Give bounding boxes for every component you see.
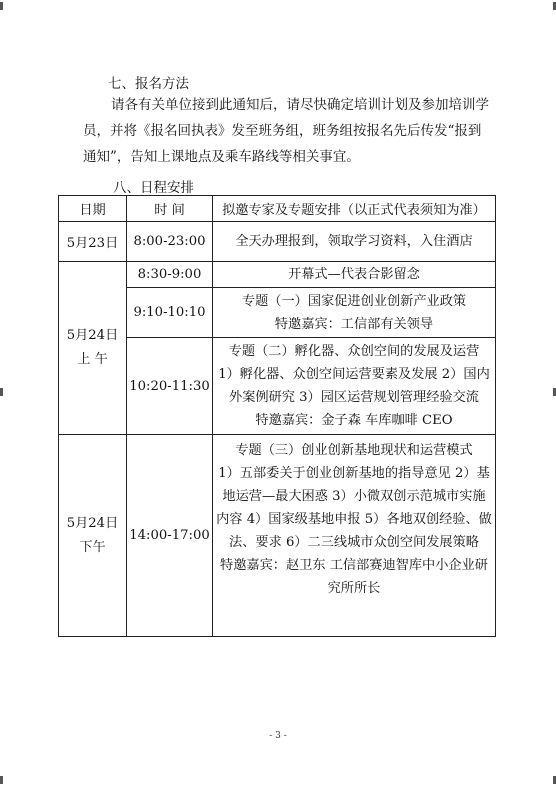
content-line: 特邀嘉宾：金子森 车库咖啡 CEO [255, 413, 453, 428]
section-8-heading: 八、日程安排 [113, 180, 194, 196]
table-row [59, 435, 496, 637]
date-cell: 5月23日 [59, 222, 127, 262]
time-cell: 9:10-10:10 [127, 288, 213, 338]
date-line: 5月24日 [66, 328, 119, 343]
left-edge-mark-bottom [0, 776, 3, 784]
left-edge-mark-top [0, 2, 3, 10]
content-line: 特邀嘉宾：工信部有关领导 [274, 316, 434, 332]
section-7-line-3: 通知”，告知上课地点及乘车路线等相关事宜。 [83, 149, 360, 165]
table-header-row [59, 196, 496, 222]
section-7-line-2: 员，并将《报名回执表》发至班务组，班务组按报名先后传发“报到 [83, 123, 482, 139]
date-line: 下午 [79, 539, 106, 555]
date-cell [59, 435, 127, 637]
time-cell: 14:00-17:00 [127, 435, 213, 637]
content-line: 地运营—最大困惑 3）小微双创示范城市实施 [222, 489, 486, 504]
content-cell [213, 435, 496, 637]
time-cell: 10:20-11:30 [127, 338, 213, 435]
content-line: 1）孵化器、众创空间运营要素及发展 2）国内 [218, 367, 490, 382]
table-row [59, 262, 496, 288]
content-line: 内容 4）国家级基地申报 5）各地双创经验、做 [216, 512, 492, 527]
content-line: 法、要求 6）二三线城市众创空间发展策略 [229, 535, 479, 550]
schedule-table [58, 195, 496, 637]
header-arrangement: 拟邀专家及专题安排（以正式代表须知为准） [213, 196, 496, 222]
date-line: 5月24日 [66, 515, 119, 531]
header-date: 日期 [59, 196, 127, 222]
content-cell [213, 288, 496, 338]
content-cell [213, 338, 496, 435]
content-line: 特邀嘉宾：赵卫东 工信部赛迪智库中小企业研 [220, 558, 488, 573]
time-cell: 8:00-23:00 [127, 222, 213, 262]
time-cell: 8:30-9:00 [127, 262, 213, 288]
left-edge-mark-mid [0, 388, 3, 396]
content-line: 专题（三）创业创新基地现状和运营模式 [235, 443, 473, 458]
date-cell [59, 262, 127, 435]
content-line: 1）五部委关于创业创新基地的指导意见 2）基 [218, 466, 490, 481]
section-7-heading: 七、报名方法 [108, 76, 189, 92]
date-line: 上 午 [77, 352, 108, 367]
content-line: 专题（二）孵化器、众创空间的发展及运营 [228, 344, 480, 359]
table-row [59, 222, 496, 262]
section-7-line-1: 请各有关单位接到此通知后，请尽快确定培训计划及参加培训学 [111, 97, 489, 113]
content-line: 外案例研究 3）园区运营规划管理经验交流 [229, 390, 479, 405]
page-number: - 3 - [269, 731, 287, 741]
header-time: 时 间 [127, 196, 213, 222]
content-line: 专题（一）国家促进创业创新产业政策 [241, 293, 467, 309]
content-cell: 开幕式—代表合影留念 [213, 262, 496, 288]
content-line: 究所所长 [327, 581, 381, 596]
content-cell: 全天办理报到，领取学习资料，入住酒店 [213, 222, 496, 262]
